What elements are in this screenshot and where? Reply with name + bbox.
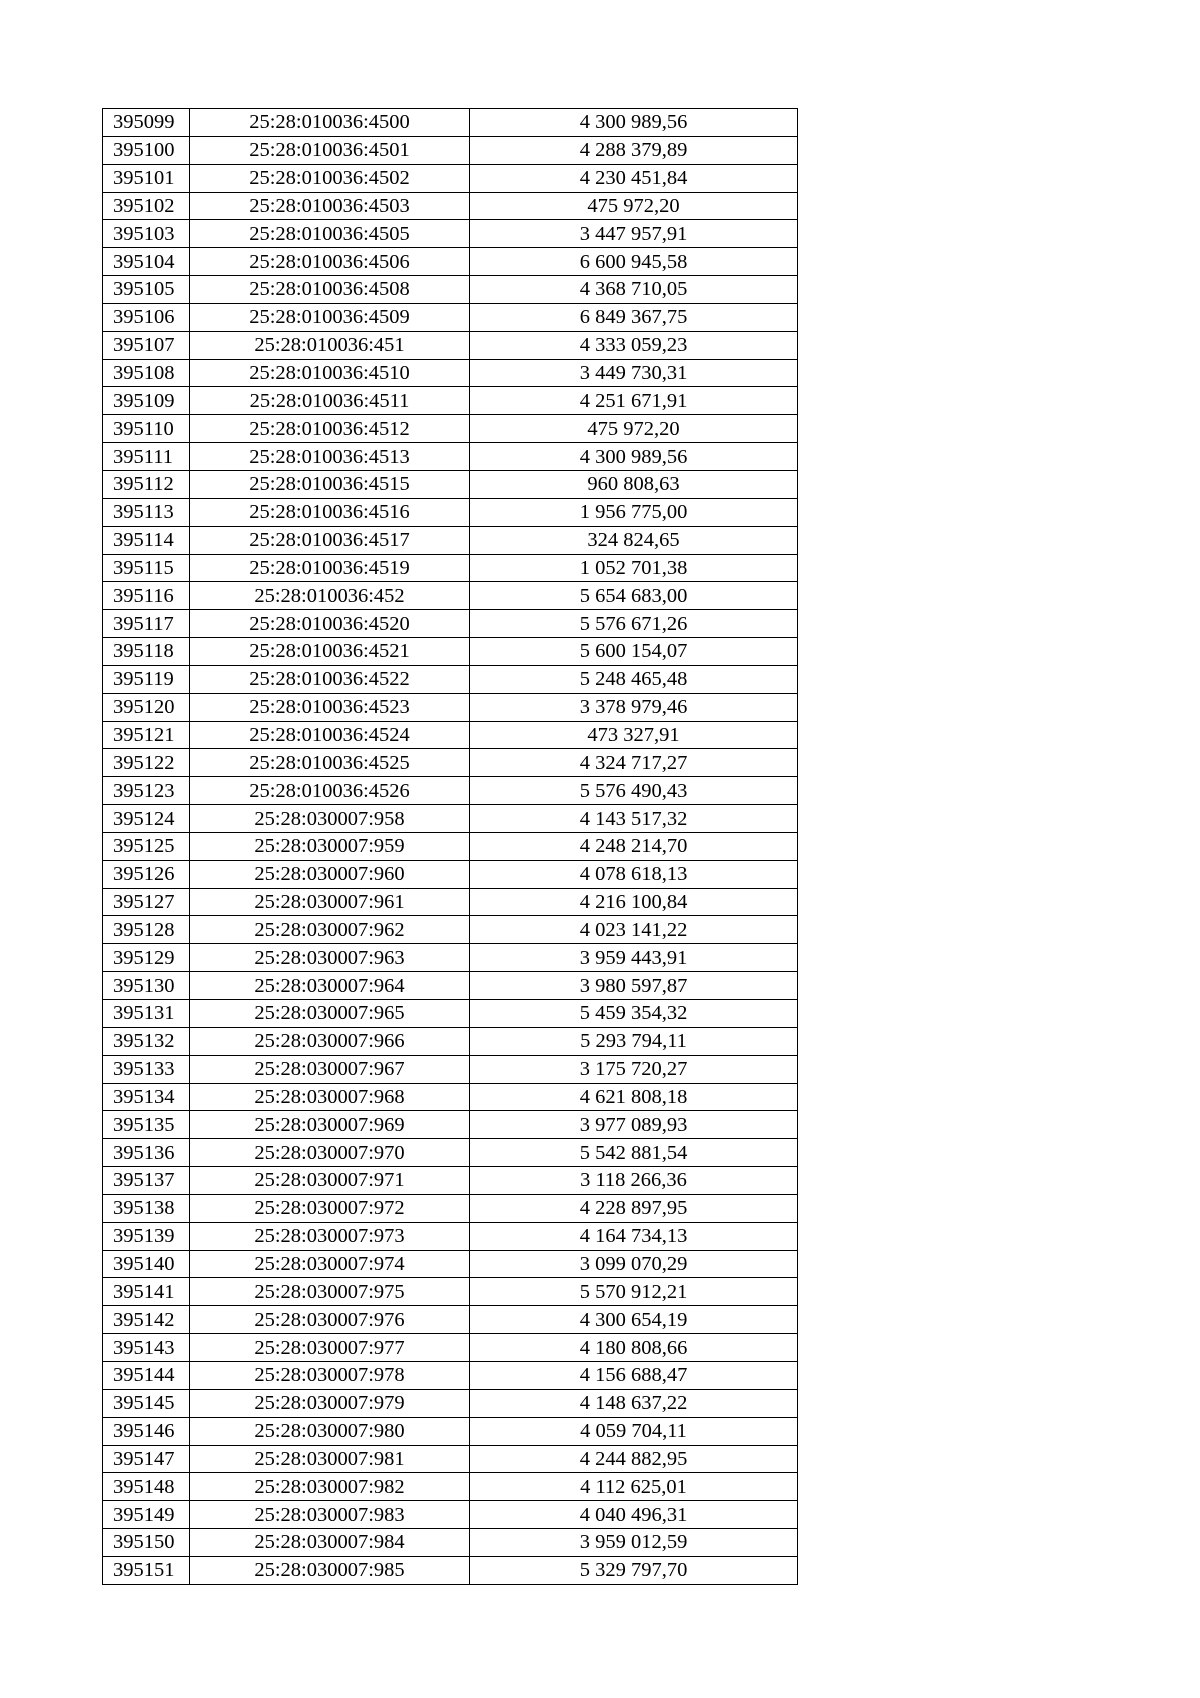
row-number-cell: 395135 — [103, 1111, 190, 1139]
table-row — [103, 1501, 798, 1529]
row-number-cell: 395107 — [103, 331, 190, 359]
table-row — [103, 220, 798, 248]
table-row — [103, 749, 798, 777]
cadastral-value-cell: 5 576 671,26 — [470, 610, 798, 638]
table-row — [103, 693, 798, 721]
row-number-cell: 395132 — [103, 1027, 190, 1055]
row-number-cell: 395103 — [103, 220, 190, 248]
cadastral-value-cell: 3 099 070,29 — [470, 1250, 798, 1278]
table-row — [103, 136, 798, 164]
table-row — [103, 303, 798, 331]
cadastral-number-cell: 25:28:010036:4525 — [190, 749, 470, 777]
cadastral-number-cell: 25:28:010036:4521 — [190, 638, 470, 666]
cadastral-number-cell: 25:28:030007:982 — [190, 1473, 470, 1501]
cadastral-value-cell: 4 300 989,56 — [470, 109, 798, 137]
cadastral-number-cell: 25:28:030007:966 — [190, 1027, 470, 1055]
table-row — [103, 248, 798, 276]
cadastral-number-cell: 25:28:010036:4500 — [190, 109, 470, 137]
cadastral-value-cell: 4 156 688,47 — [470, 1361, 798, 1389]
cadastral-value-cell: 4 300 654,19 — [470, 1306, 798, 1334]
cadastral-value-cell: 1 052 701,38 — [470, 554, 798, 582]
row-number-cell: 395109 — [103, 387, 190, 415]
cadastral-value-cell: 5 600 154,07 — [470, 638, 798, 666]
row-number-cell: 395111 — [103, 443, 190, 471]
table-row — [103, 1417, 798, 1445]
cadastral-number-cell: 25:28:030007:960 — [190, 860, 470, 888]
row-number-cell: 395148 — [103, 1473, 190, 1501]
cadastral-number-cell: 25:28:030007:973 — [190, 1222, 470, 1250]
cadastral-value-cell: 3 959 012,59 — [470, 1529, 798, 1557]
row-number-cell: 395144 — [103, 1361, 190, 1389]
cadastral-number-cell: 25:28:030007:981 — [190, 1445, 470, 1473]
table-row — [103, 665, 798, 693]
cadastral-value-cell: 5 329 797,70 — [470, 1556, 798, 1584]
row-number-cell: 395140 — [103, 1250, 190, 1278]
cadastral-number-cell: 25:28:030007:985 — [190, 1556, 470, 1584]
row-number-cell: 395143 — [103, 1334, 190, 1362]
cadastral-number-cell: 25:28:010036:4516 — [190, 498, 470, 526]
row-number-cell: 395106 — [103, 303, 190, 331]
table-row — [103, 1000, 798, 1028]
cadastral-value-cell: 4 368 710,05 — [470, 276, 798, 304]
table-row — [103, 944, 798, 972]
table-row — [103, 582, 798, 610]
cadastral-number-cell: 25:28:030007:972 — [190, 1194, 470, 1222]
cadastral-value-cell: 5 654 683,00 — [470, 582, 798, 610]
cadastral-value-cell: 475 972,20 — [470, 415, 798, 443]
row-number-cell: 395133 — [103, 1055, 190, 1083]
cadastral-number-cell: 25:28:010036:4526 — [190, 777, 470, 805]
cadastral-number-cell: 25:28:010036:4522 — [190, 665, 470, 693]
row-number-cell: 395104 — [103, 248, 190, 276]
cadastral-value-cell: 4 230 451,84 — [470, 164, 798, 192]
cadastral-value-cell: 4 040 496,31 — [470, 1501, 798, 1529]
cadastral-value-cell: 3 449 730,31 — [470, 359, 798, 387]
cadastral-value-cell: 4 621 808,18 — [470, 1083, 798, 1111]
cadastral-number-cell: 25:28:030007:974 — [190, 1250, 470, 1278]
cadastral-number-cell: 25:28:030007:984 — [190, 1529, 470, 1557]
cadastral-number-cell: 25:28:010036:4502 — [190, 164, 470, 192]
cadastral-value-cell: 4 143 517,32 — [470, 805, 798, 833]
row-number-cell: 395118 — [103, 638, 190, 666]
cadastral-number-cell: 25:28:010036:4510 — [190, 359, 470, 387]
cadastral-number-cell: 25:28:010036:451 — [190, 331, 470, 359]
table-row — [103, 1473, 798, 1501]
row-number-cell: 395120 — [103, 693, 190, 721]
row-number-cell: 395105 — [103, 276, 190, 304]
table-row — [103, 1445, 798, 1473]
cadastral-value-cell: 4 333 059,23 — [470, 331, 798, 359]
cadastral-number-cell: 25:28:030007:967 — [190, 1055, 470, 1083]
table-row — [103, 276, 798, 304]
table-row — [103, 916, 798, 944]
cadastral-value-cell: 4 244 882,95 — [470, 1445, 798, 1473]
row-number-cell: 395115 — [103, 554, 190, 582]
cadastral-number-cell: 25:28:010036:4513 — [190, 443, 470, 471]
row-number-cell: 395147 — [103, 1445, 190, 1473]
cadastral-number-cell: 25:28:030007:963 — [190, 944, 470, 972]
row-number-cell: 395116 — [103, 582, 190, 610]
row-number-cell: 395141 — [103, 1278, 190, 1306]
cadastral-value-cell: 4 251 671,91 — [470, 387, 798, 415]
cadastral-value-cell: 6 849 367,75 — [470, 303, 798, 331]
table-row — [103, 1278, 798, 1306]
cadastral-value-cell: 3 977 089,93 — [470, 1111, 798, 1139]
cadastral-number-cell: 25:28:030007:980 — [190, 1417, 470, 1445]
cadastral-value-cell: 6 600 945,58 — [470, 248, 798, 276]
cadastral-value-cell: 473 327,91 — [470, 721, 798, 749]
row-number-cell: 395121 — [103, 721, 190, 749]
cadastral-value-cell: 4 164 734,13 — [470, 1222, 798, 1250]
table-row — [103, 1027, 798, 1055]
table-row — [103, 721, 798, 749]
table-row — [103, 1250, 798, 1278]
table-row — [103, 1222, 798, 1250]
table-row — [103, 638, 798, 666]
table-row — [103, 1389, 798, 1417]
row-number-cell: 395138 — [103, 1194, 190, 1222]
cadastral-number-cell: 25:28:030007:959 — [190, 832, 470, 860]
cadastral-number-cell: 25:28:030007:976 — [190, 1306, 470, 1334]
row-number-cell: 395122 — [103, 749, 190, 777]
row-number-cell: 395136 — [103, 1139, 190, 1167]
cadastral-number-cell: 25:28:030007:969 — [190, 1111, 470, 1139]
row-number-cell: 395101 — [103, 164, 190, 192]
cadastral-value-cell: 324 824,65 — [470, 526, 798, 554]
cadastral-number-cell: 25:28:030007:964 — [190, 972, 470, 1000]
table-row — [103, 805, 798, 833]
cadastral-value-cell: 3 959 443,91 — [470, 944, 798, 972]
table-row — [103, 1361, 798, 1389]
cadastral-number-cell: 25:28:010036:4520 — [190, 610, 470, 638]
cadastral-value-cell: 5 576 490,43 — [470, 777, 798, 805]
table-row — [103, 972, 798, 1000]
row-number-cell: 395134 — [103, 1083, 190, 1111]
row-number-cell: 395139 — [103, 1222, 190, 1250]
table-row — [103, 554, 798, 582]
row-number-cell: 395119 — [103, 665, 190, 693]
table-row — [103, 443, 798, 471]
row-number-cell: 395113 — [103, 498, 190, 526]
cadastral-number-cell: 25:28:010036:4503 — [190, 192, 470, 220]
cadastral-value-cell: 4 059 704,11 — [470, 1417, 798, 1445]
cadastral-value-cell: 960 808,63 — [470, 470, 798, 498]
row-number-cell: 395149 — [103, 1501, 190, 1529]
cadastral-value-cell: 4 112 625,01 — [470, 1473, 798, 1501]
table-row — [103, 832, 798, 860]
row-number-cell: 395123 — [103, 777, 190, 805]
row-number-cell: 395127 — [103, 888, 190, 916]
table-body — [103, 109, 798, 1585]
cadastral-value-cell: 4 248 214,70 — [470, 832, 798, 860]
row-number-cell: 395142 — [103, 1306, 190, 1334]
table-row — [103, 888, 798, 916]
table-row — [103, 1556, 798, 1584]
table-row — [103, 359, 798, 387]
table-row — [103, 415, 798, 443]
cadastral-value-cell: 5 542 881,54 — [470, 1139, 798, 1167]
row-number-cell: 395137 — [103, 1167, 190, 1195]
cadastral-value-cell: 4 288 379,89 — [470, 136, 798, 164]
row-number-cell: 395114 — [103, 526, 190, 554]
cadastral-value-cell: 4 023 141,22 — [470, 916, 798, 944]
table-row — [103, 192, 798, 220]
table-row — [103, 860, 798, 888]
cadastral-number-cell: 25:28:030007:962 — [190, 916, 470, 944]
cadastral-value-cell: 475 972,20 — [470, 192, 798, 220]
cadastral-value-cell: 4 300 989,56 — [470, 443, 798, 471]
cadastral-number-cell: 25:28:030007:977 — [190, 1334, 470, 1362]
cadastral-number-cell: 25:28:030007:975 — [190, 1278, 470, 1306]
cadastral-value-cell: 5 570 912,21 — [470, 1278, 798, 1306]
table-row — [103, 777, 798, 805]
cadastral-value-cell: 5 248 465,48 — [470, 665, 798, 693]
cadastral-value-cell: 5 459 354,32 — [470, 1000, 798, 1028]
row-number-cell: 395124 — [103, 805, 190, 833]
table-row — [103, 498, 798, 526]
table-row — [103, 470, 798, 498]
row-number-cell: 395108 — [103, 359, 190, 387]
cadastral-value-cell: 3 118 266,36 — [470, 1167, 798, 1195]
cadastral-number-cell: 25:28:030007:968 — [190, 1083, 470, 1111]
cadastral-value-cell: 4 216 100,84 — [470, 888, 798, 916]
row-number-cell: 395099 — [103, 109, 190, 137]
row-number-cell: 395146 — [103, 1417, 190, 1445]
cadastral-number-cell: 25:28:010036:4501 — [190, 136, 470, 164]
row-number-cell: 395110 — [103, 415, 190, 443]
cadastral-value-cell: 3 980 597,87 — [470, 972, 798, 1000]
row-number-cell: 395145 — [103, 1389, 190, 1417]
cadastral-number-cell: 25:28:030007:979 — [190, 1389, 470, 1417]
cadastral-number-cell: 25:28:030007:965 — [190, 1000, 470, 1028]
cadastral-number-cell: 25:28:010036:4508 — [190, 276, 470, 304]
cadastral-number-cell: 25:28:030007:971 — [190, 1167, 470, 1195]
cadastral-number-cell: 25:28:030007:978 — [190, 1361, 470, 1389]
cadastral-value-cell: 4 180 808,66 — [470, 1334, 798, 1362]
cadastral-value-cell: 4 228 897,95 — [470, 1194, 798, 1222]
row-number-cell: 395128 — [103, 916, 190, 944]
cadastral-number-cell: 25:28:010036:4524 — [190, 721, 470, 749]
row-number-cell: 395117 — [103, 610, 190, 638]
row-number-cell: 395129 — [103, 944, 190, 972]
cadastral-number-cell: 25:28:010036:4523 — [190, 693, 470, 721]
cadastral-value-cell: 4 148 637,22 — [470, 1389, 798, 1417]
table-row — [103, 1194, 798, 1222]
cadastral-value-cell: 1 956 775,00 — [470, 498, 798, 526]
table-row — [103, 1306, 798, 1334]
cadastral-number-cell: 25:28:010036:4517 — [190, 526, 470, 554]
table-row — [103, 1167, 798, 1195]
cadastral-value-cell: 3 447 957,91 — [470, 220, 798, 248]
cadastral-number-cell: 25:28:030007:961 — [190, 888, 470, 916]
cadastral-number-cell: 25:28:010036:4505 — [190, 220, 470, 248]
cadastral-value-cell: 5 293 794,11 — [470, 1027, 798, 1055]
table-row — [103, 1529, 798, 1557]
table-row — [103, 1083, 798, 1111]
cadastral-number-cell: 25:28:010036:4515 — [190, 470, 470, 498]
row-number-cell: 395125 — [103, 832, 190, 860]
cadastral-number-cell: 25:28:010036:4512 — [190, 415, 470, 443]
cadastral-value-cell: 4 078 618,13 — [470, 860, 798, 888]
cadastral-number-cell: 25:28:010036:452 — [190, 582, 470, 610]
table-row — [103, 1139, 798, 1167]
cadastral-number-cell: 25:28:010036:4511 — [190, 387, 470, 415]
table-row — [103, 164, 798, 192]
cadastral-number-cell: 25:28:030007:958 — [190, 805, 470, 833]
row-number-cell: 395126 — [103, 860, 190, 888]
row-number-cell: 395151 — [103, 1556, 190, 1584]
table-row — [103, 526, 798, 554]
row-number-cell: 395150 — [103, 1529, 190, 1557]
table-row — [103, 387, 798, 415]
table-row — [103, 1334, 798, 1362]
table-row — [103, 1111, 798, 1139]
cadastral-value-table — [102, 108, 798, 1585]
cadastral-number-cell: 25:28:030007:983 — [190, 1501, 470, 1529]
cadastral-number-cell: 25:28:030007:970 — [190, 1139, 470, 1167]
cadastral-number-cell: 25:28:010036:4509 — [190, 303, 470, 331]
row-number-cell: 395131 — [103, 1000, 190, 1028]
cadastral-value-cell: 4 324 717,27 — [470, 749, 798, 777]
table-row — [103, 109, 798, 137]
table-row — [103, 610, 798, 638]
cadastral-value-cell: 3 378 979,46 — [470, 693, 798, 721]
row-number-cell: 395130 — [103, 972, 190, 1000]
row-number-cell: 395112 — [103, 470, 190, 498]
cadastral-value-cell: 3 175 720,27 — [470, 1055, 798, 1083]
row-number-cell: 395100 — [103, 136, 190, 164]
cadastral-number-cell: 25:28:010036:4519 — [190, 554, 470, 582]
cadastral-number-cell: 25:28:010036:4506 — [190, 248, 470, 276]
row-number-cell: 395102 — [103, 192, 190, 220]
table-row — [103, 1055, 798, 1083]
table-row — [103, 331, 798, 359]
